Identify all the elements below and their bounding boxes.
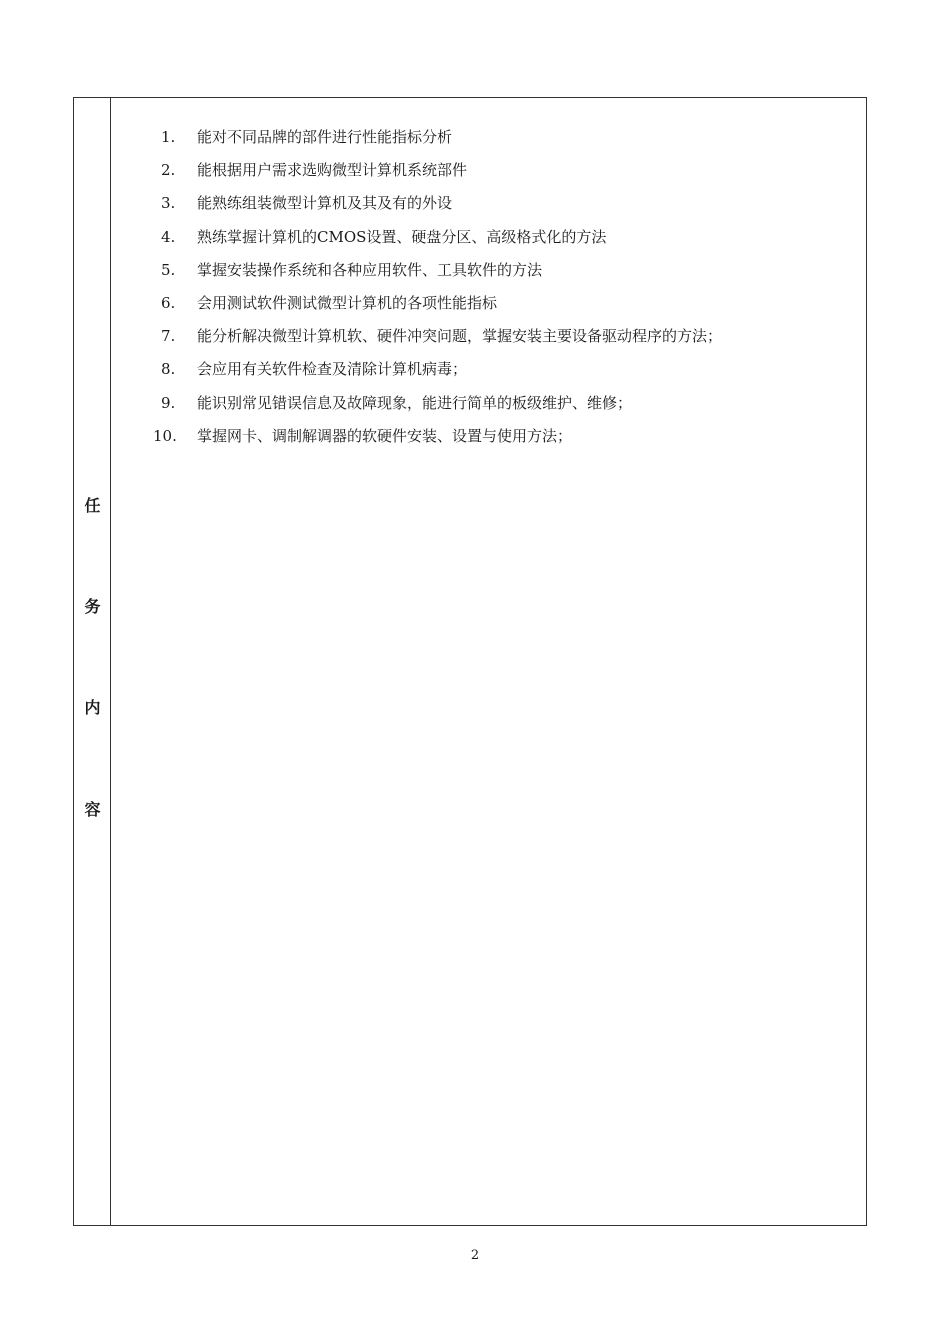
task-item <box>111 392 866 425</box>
task-number: 3. <box>161 194 176 213</box>
task-text: 能识别常见错误信息及故障现象，能进行简单的板级维护、维修； <box>197 393 633 412</box>
task-text: 掌握安装操作系统和各种应用软件、工具软件的方法 <box>197 260 543 279</box>
task-number: 10. <box>153 426 177 445</box>
task-text: 能分析解决微型计算机软、硬件冲突问题，掌握安装主要设备驱动程序的方法； <box>197 327 723 346</box>
task-text: 掌握网卡、调制解调器的软硬件安装、设置与使用方法； <box>197 426 573 445</box>
task-text: 会用测试软件测试微型计算机的各项性能指标 <box>197 293 498 312</box>
task-number: 6. <box>161 293 176 312</box>
task-item <box>111 259 866 292</box>
task-text: 会应用有关软件检查及清除计算机病毒； <box>197 360 468 379</box>
task-text: 能对不同品牌的部件进行性能指标分析 <box>197 128 453 146</box>
task-list <box>111 126 866 458</box>
task-number: 7. <box>161 327 176 346</box>
task-item <box>111 425 866 458</box>
task-text: 能根据用户需求选购微型计算机系统部件 <box>197 161 468 180</box>
task-item <box>111 192 866 225</box>
task-item <box>111 226 866 259</box>
task-item <box>111 292 866 325</box>
task-number: 8. <box>161 360 176 379</box>
task-text: 能熟练组装微型计算机及其及有的外设 <box>197 194 453 213</box>
section-label-char: 任 <box>84 496 101 515</box>
task-number: 9. <box>161 393 176 412</box>
section-label-char: 内 <box>84 698 101 717</box>
page-number: 2 <box>470 1248 480 1263</box>
task-item <box>111 126 866 159</box>
task-text: 熟练掌握计算机的CMOS设置、硬盘分区、高级格式化的方法 <box>197 227 607 246</box>
section-label-char: 容 <box>84 800 101 819</box>
task-item <box>111 358 866 391</box>
task-item <box>111 159 866 192</box>
task-number: 2. <box>161 161 176 180</box>
section-label-char: 务 <box>84 597 101 616</box>
task-item <box>111 325 866 358</box>
task-number: 4. <box>161 227 176 246</box>
task-table <box>73 97 867 1226</box>
section-label-column <box>74 98 111 1225</box>
task-number: 5. <box>161 260 176 279</box>
task-number: 1. <box>161 128 176 146</box>
task-content-cell <box>111 98 866 1225</box>
